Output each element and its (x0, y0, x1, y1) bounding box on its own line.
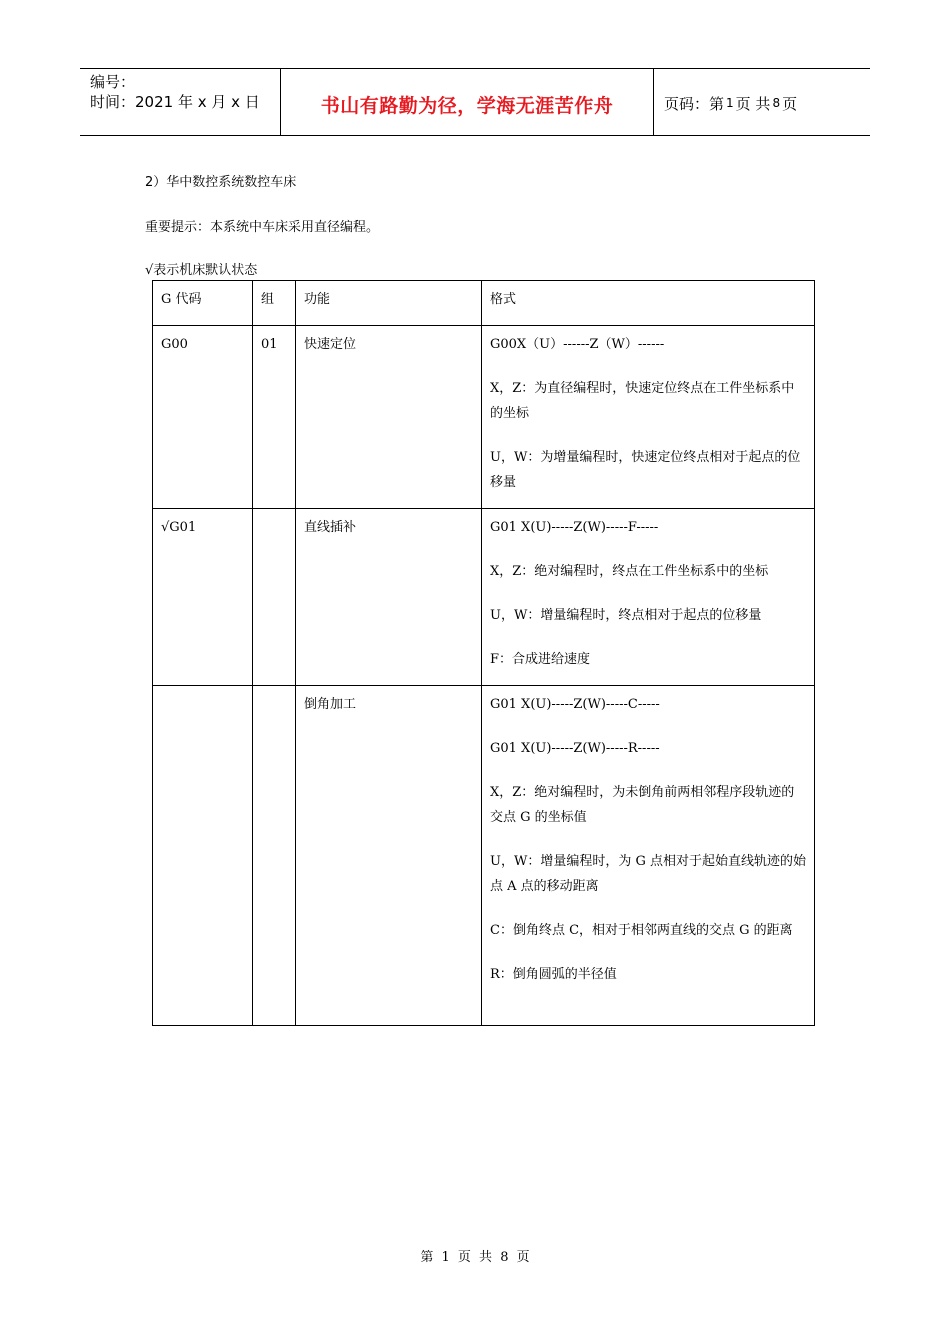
group-cell: 01 (253, 326, 296, 509)
group-cell (253, 509, 296, 686)
format-line: G01 X(U)-----Z(W)-----C----- (490, 697, 660, 712)
format-line: C：倒角终点 C，相对于相邻两直线的交点 G 的距离 (490, 923, 793, 938)
header-info (80, 69, 281, 135)
function-cell: 倒角加工 (296, 686, 482, 1026)
header-page-info (654, 69, 870, 135)
format-line: F：合成进给速度 (490, 652, 591, 667)
important-note: 重要提示：本系统中车床采用直径编程。 (145, 220, 380, 235)
format-cell (482, 509, 815, 686)
g-code-cell (153, 686, 253, 1026)
format-line: R：倒角圆弧的半径值 (490, 967, 617, 982)
header-group: 组 (253, 281, 296, 326)
page-footer: 第 1 页 共 8 页 (420, 1250, 530, 1265)
table-row (153, 686, 815, 1026)
document-number-label: 编号： (90, 73, 136, 91)
header-motto: 书山有路勤为径，学海无涯苦作舟 (281, 69, 654, 135)
function-cell: 直线插补 (296, 509, 482, 686)
document-date: 时间：2021 年 x 月 x 日 (90, 93, 260, 111)
format-cell (482, 686, 815, 1026)
table-row (153, 326, 815, 509)
table-header-row (153, 281, 815, 326)
header-g-code: G 代码 (153, 281, 253, 326)
default-state-note: √表示机床默认状态 (145, 263, 258, 278)
g-code-cell: G00 (153, 326, 253, 509)
format-line: U，W：增量编程时，终点相对于起点的位移量 (490, 608, 762, 623)
format-line: G01 X(U)-----Z(W)-----R----- (490, 741, 660, 756)
format-line: G00X（U）------Z（W）------ (490, 337, 665, 352)
function-cell: 快速定位 (296, 326, 482, 509)
g-code-table (152, 280, 815, 1026)
format-line: X，Z：为直径编程时，快速定位终点在工件坐标系中的坐标 (490, 381, 795, 421)
page-total: 8 (772, 96, 781, 110)
page-mid: 页 共 (735, 94, 771, 113)
page-current: 1 (726, 96, 734, 110)
group-cell (253, 686, 296, 1026)
table-row (153, 509, 815, 686)
page-suffix: 页 (782, 94, 798, 113)
format-line: X，Z：绝对编程时，为未倒角前两相邻程序段轨迹的交点 G 的坐标值 (490, 785, 795, 825)
header-function: 功能 (296, 281, 482, 326)
format-line: X，Z：绝对编程时，终点在工件坐标系中的坐标 (490, 564, 769, 579)
format-line: U，W：增量编程时，为 G 点相对于起始直线轨迹的始点 A 点的移动距离 (490, 854, 806, 894)
g-code-cell: √G01 (153, 509, 253, 686)
format-line: U，W：为增量编程时，快速定位终点相对于起点的位移量 (490, 450, 801, 490)
page-prefix: 页码：第 (664, 94, 725, 113)
page-header (80, 68, 870, 136)
section-title: 2）华中数控系统数控车床 (145, 175, 297, 190)
header-format: 格式 (482, 281, 815, 326)
format-line: G01 X(U)-----Z(W)-----F----- (490, 520, 659, 535)
format-cell (482, 326, 815, 509)
